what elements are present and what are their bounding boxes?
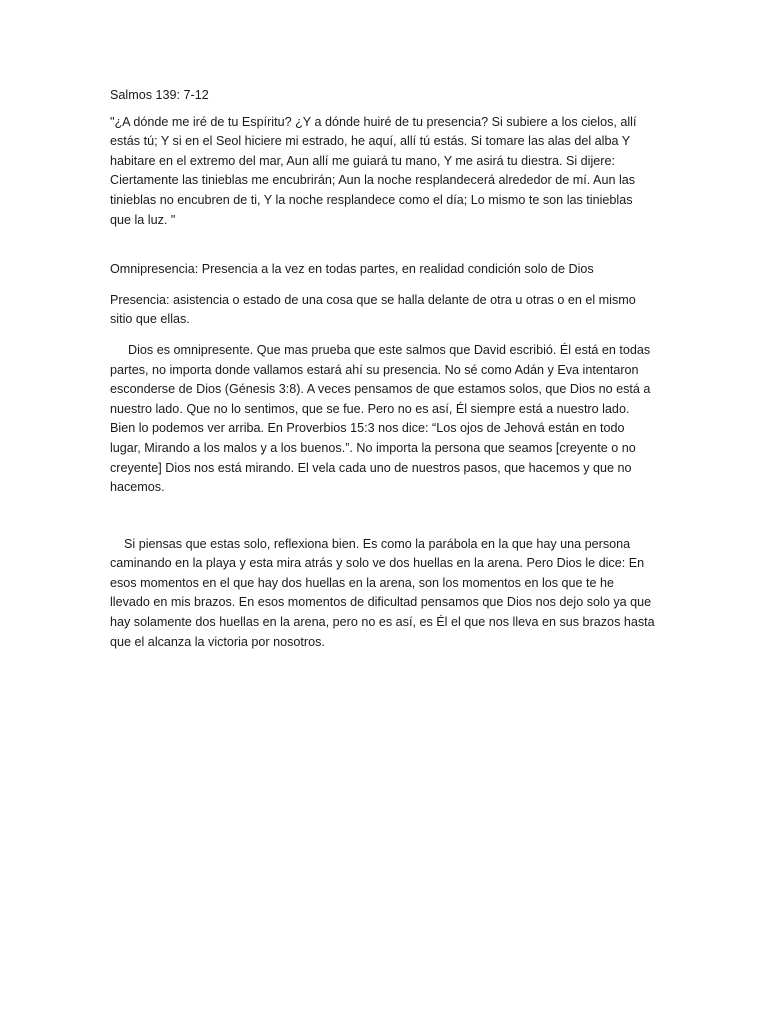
definition-presencia: Presencia: asistencia o estado de una cosa que se halla delante de otra u otras o en el mismo sitio que ellas.	[110, 292, 636, 327]
definition-omnipresencia: Omnipresencia: Presencia a la vez en todas partes, en realidad condición solo de Dios	[110, 262, 594, 277]
scripture-quote: "¿A dónde me iré de tu Espíritu? ¿Y a dónde huiré de tu presencia? Si subiere a los cielos, allí estás tú; Y si en el Seol hiciere mi estrado, he aquí, allí tú estás. Si tomare las alas del alba Y habitare en el extremo del mar, Aun allí me guiará tu mano, Y me asirá tu diestra. Si dijere: Ciertamente las tinieblas me encubrirán; Aun la noche resplandecerá alrededor de mí. Aun las tinieblas no encubren de ti, Y la noche resplandece como el día; Lo mismo te son las tinieblas que la luz. "	[110, 114, 637, 227]
document-body	[110, 86, 655, 663]
reflection-paragraph-2: Si piensas que estas solo, reflexiona bien. Es como la parábola en la que hay una persona caminando en la playa y esta mira atrás y solo ve dos huellas en la arena. Pero Dios le dice: En esos momentos en el que hay dos huellas en la arena, son los momentos en los que te he llevado en mis brazos. En esos momentos de dificultad pensamos que Dios nos dejo solo ya que hay solamente dos huellas en la arena, pero no es así, es Él el que nos lleva en sus brazos hasta que el alcanza la victoria por nosotros.	[110, 536, 655, 649]
reflection-paragraph-1: Dios es omnipresente. Que mas prueba que este salmos que David escribió. Él está en todas partes, no importa donde vallamos estará ahí su presencia. No sé como Adán y Eva intentaron esconderse de Dios (Génesis 3:8). A veces pensamos de que estamos solos, que Dios no está a nuestro lado. Que no lo sentimos, que se fue. Pero no es así, Él siempre está a nuestro lado. Bien lo podemos ver arriba. En Proverbios 15:3 nos dice: “Los ojos de Jehová están en todo lugar, Mirando a los malos y a los buenos.”. No importa la persona que seamos [creyente o no creyente] Dios nos está mirando. El vela cada uno de nuestros pasos, que hacemos y que no hacemos.	[110, 342, 651, 495]
scripture-reference: Salmos 139: 7-12	[110, 88, 209, 102]
